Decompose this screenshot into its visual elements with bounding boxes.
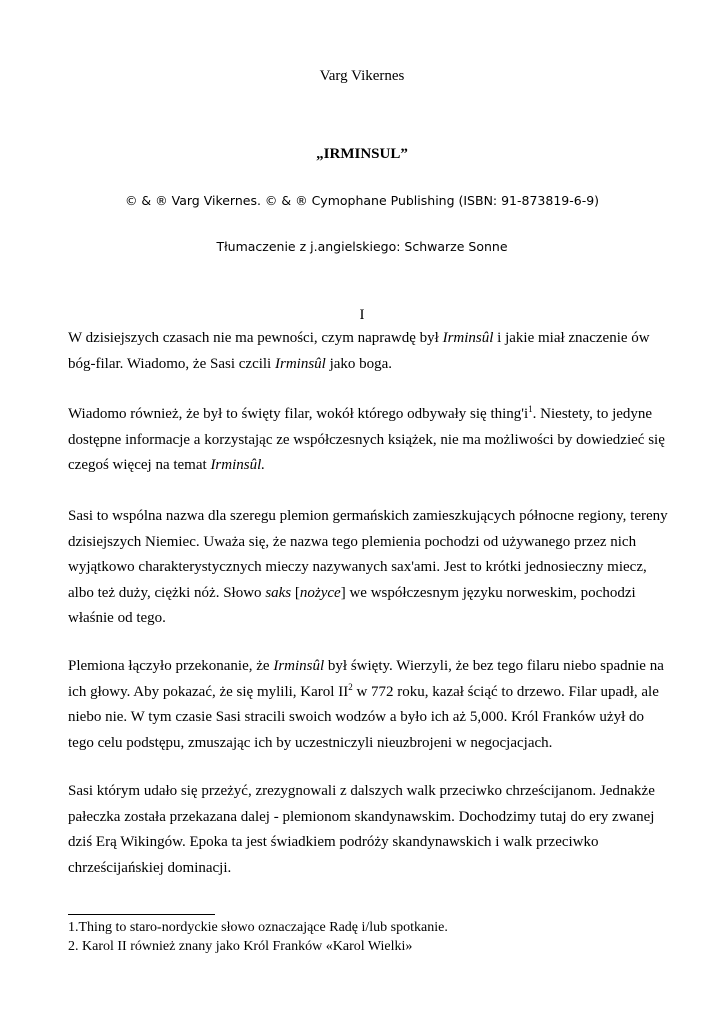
text-line: właśnie od tego. (68, 610, 166, 626)
text-line: dzisiejszych Niemiec. Uważa się, że nazwa tego plemienia pochodzi od używanego przez nich (68, 533, 637, 550)
footnote-1: 1.Thing to staro-nordyckie słowo oznaczające Radę i/lub spotkanie. (68, 920, 448, 935)
paragraph-1 (68, 326, 668, 377)
text-line: wyjątkowo charakterystycznych mieczy nazywanych sax'ami. Jest to krótki jednosieczny miecz, (68, 559, 647, 575)
text-line: dziś Erą Wikingów. Epoka ta jest świadkiem podróży skandynawskich i walk przeciwko (68, 834, 599, 850)
text-line: niebo nie. W tym czasie Sasi stracili swoich wodzów a było ich aż 5,000. Król Franków użył do (68, 709, 644, 725)
text-line: Wiadomo również, że był to święty filar, wokół którego odbywały się $thing'i^1$. Niestety, to jedyne (68, 404, 653, 422)
text-line: ich głowy. Aby pokazać, że się mylili, Karol $II^2$ w 772 roku, kazał ściąć to drzewo. Filar upadł, ale (68, 681, 659, 700)
text-line: Sasi którym udało się przeżyć, zrezygnowali z dalszych walk przeciwko chrześcijanom. Jednakże (68, 783, 655, 799)
copyright-line: © & ® Varg Vikernes. © & ® Cymophane Publishing (ISBN: 91-873819-6-9) (124, 193, 600, 208)
footnotes (68, 918, 688, 956)
text-line: bóg-filar. Wiadomo, że Sasi czcili Irminsûl jako boga. (68, 355, 393, 372)
text-line: tego celu podstępu, zmuszając ich by uczestniczyli nieuzbrojeni w negocjacjach. (68, 734, 553, 751)
footnote-ref-2: 2 (348, 681, 353, 692)
text-line: albo też duży, ciężki nóż. Słowo saks [nożyce] we współczesnym języku norweskim, pochodzi (68, 584, 636, 601)
text-line: czegoś więcej na temat Irminsûl. (68, 457, 266, 473)
text-line: W dzisiejszych czasach nie ma pewności, czym naprawdę był Irminsûl i jakie miał znaczenie ów (68, 330, 650, 346)
document-title: „IRMINSUL” (316, 146, 408, 162)
paragraph-4 (68, 654, 668, 756)
paragraph-5 (68, 779, 668, 881)
footnote-separator (68, 914, 215, 915)
text-line: pałeczka została przekazana dalej - plemionom skandynawskim. Dochodzimy tutaj do ery zwanej (68, 808, 655, 825)
author-name: Varg Vikernes (319, 68, 405, 84)
footnote-ref-1: 1 (528, 404, 533, 414)
paragraph-3 (68, 504, 668, 632)
text-line: dostępne informacje a korzystając ze współczesnych książek, nie ma możliwości by dowiedzieć się (68, 431, 665, 448)
text-line: chrześcijańskiej dominacji. (68, 859, 232, 876)
chapter-heading: I (359, 307, 365, 323)
text-line: Plemiona łączyło przekonanie, że Irminsûl był święty. Wierzyli, że bez tego filaru niebo spadnie na (68, 658, 664, 674)
paragraph-2 (68, 402, 668, 479)
footnote-2: 2. Karol II również znany jako Król Franków «Karol Wielki» (68, 939, 413, 954)
text-line: Sasi to wspólna nazwa dla szeregu plemion germańskich zamieszkujących północne regiony, tereny (68, 508, 668, 524)
translator-credit: Tłumaczenie z j.angielskiego: Schwarze Sonne (216, 239, 508, 254)
